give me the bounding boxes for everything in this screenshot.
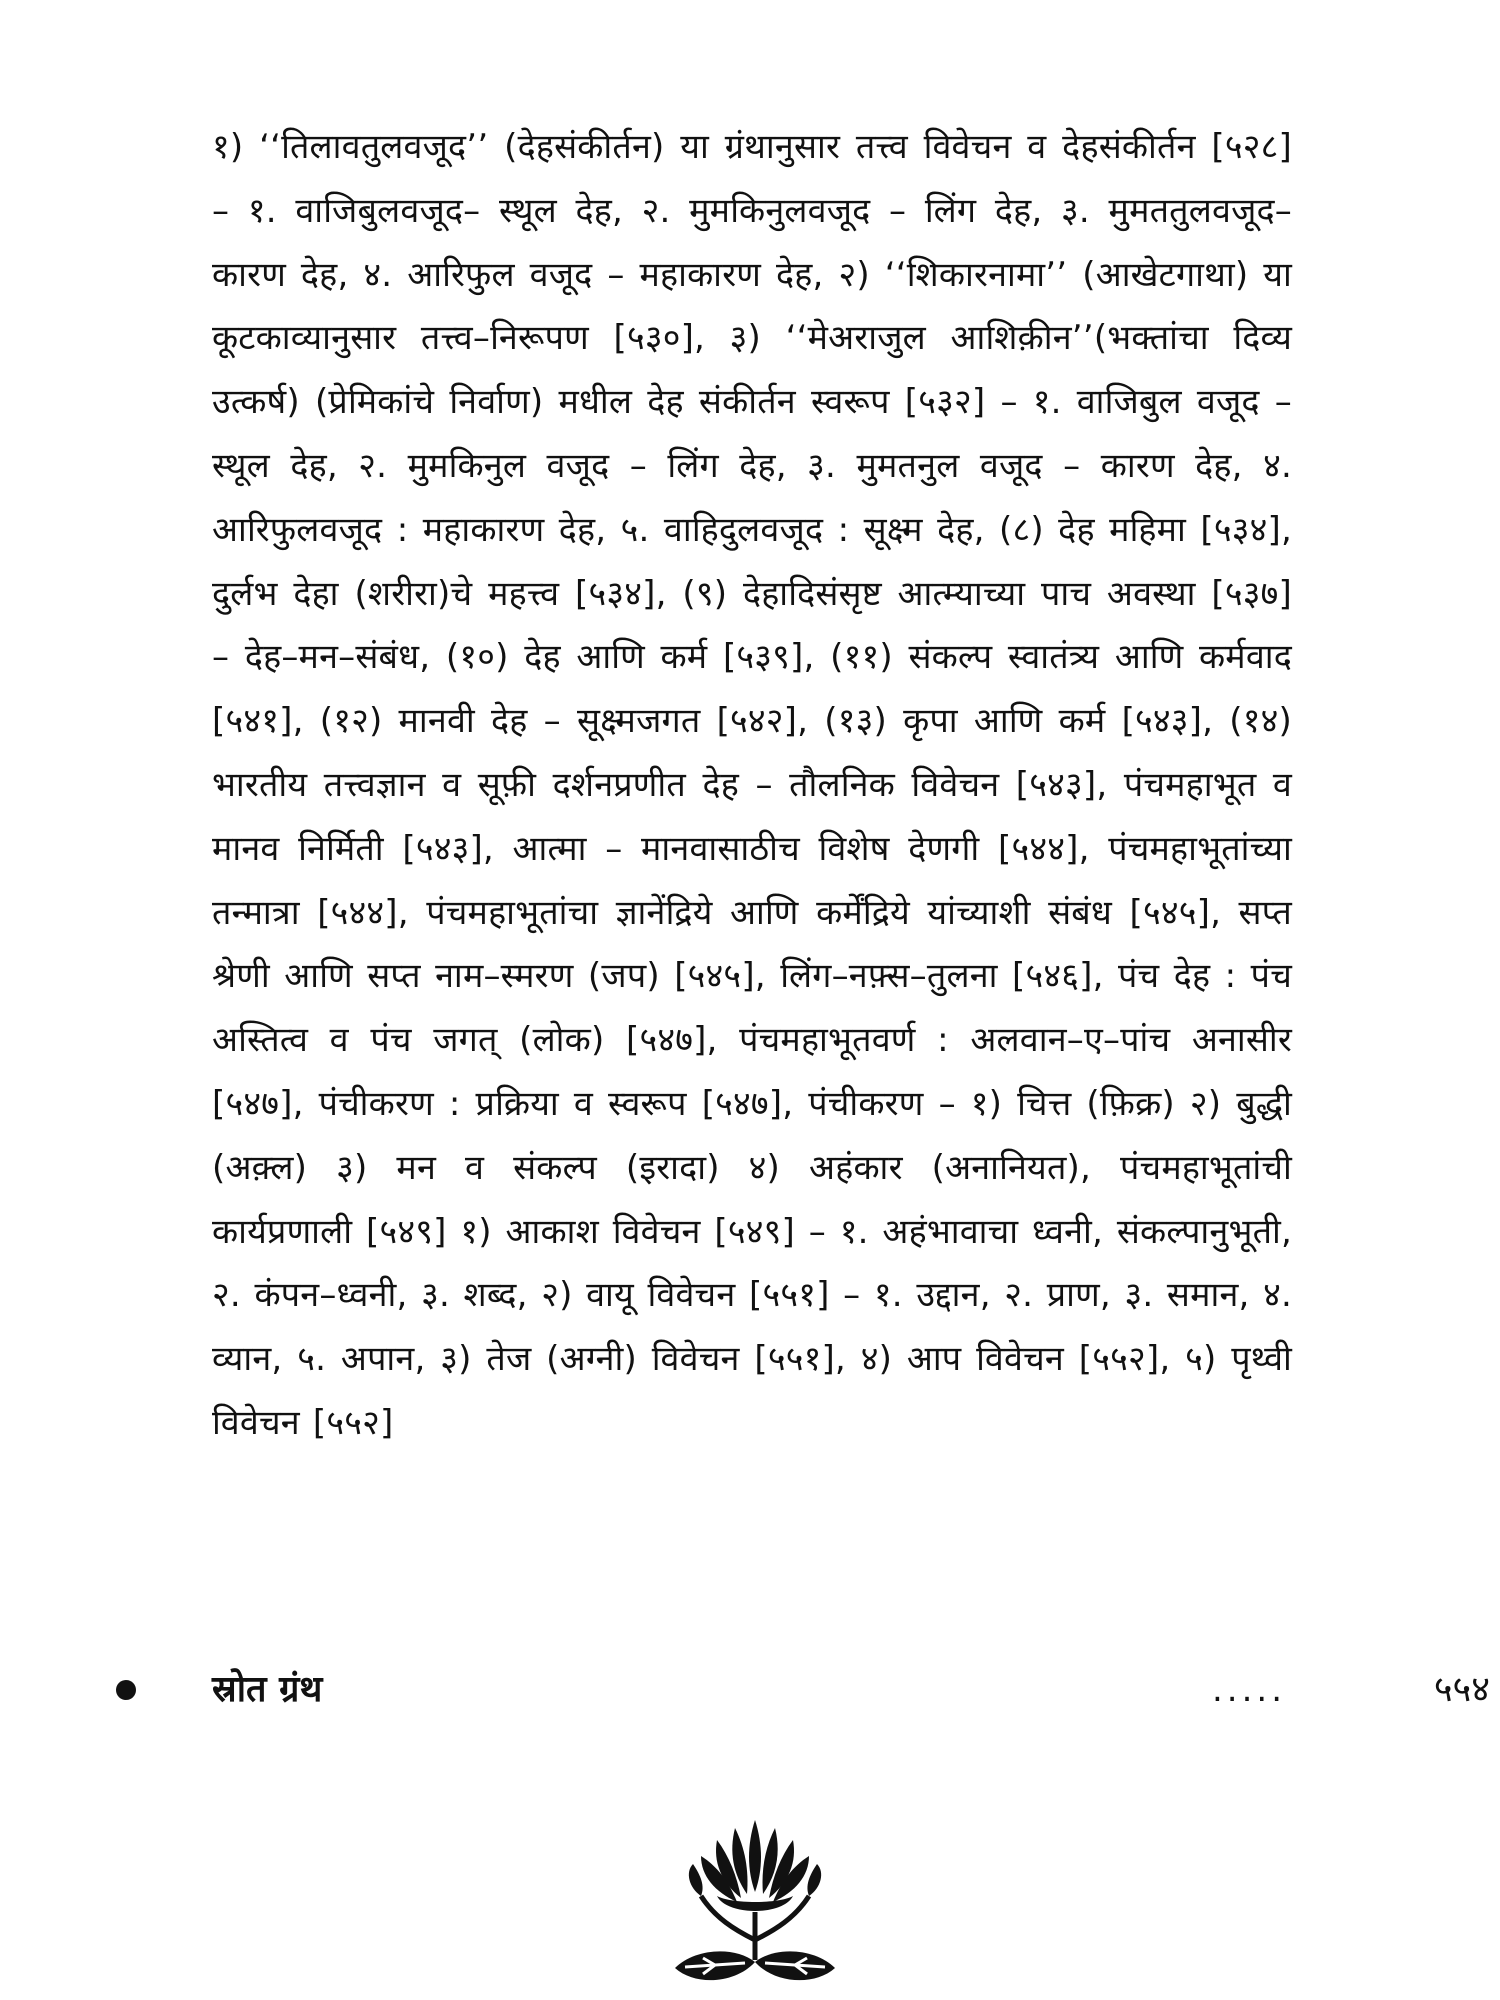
bullet-icon [116,1680,136,1700]
lotus-ornament-icon [655,1800,855,1990]
toc-entry-sources[interactable] [100,1660,1490,1720]
toc-leader-dots: ..... [1212,1670,1287,1710]
toc-page-number: ५५४ [1433,1669,1490,1710]
toc-entry-title: स्रोत ग्रंथ [212,1669,323,1710]
contents-paragraph: १) ‘‘तिलावतुलवजूद’’ (देहसंकीर्तन) या ग्रंथानुसार तत्त्व विवेचन व देहसंकीर्तन [५२८] – १. वाजिबुलवजूद– स्थूल देह, २. मुमकिनुलवजूद – लिंग देह, ३. मुमततुलवजूद– कारण देह, ४. आरिफुल वजूद – महाकारण देह, २) ‘‘शिकारनामा’’ (आखेटगाथा) या कूटकाव्यानुसार तत्त्व–निरूपण [५३०], ३) ‘‘मेअराजुल आशिक़ीन’’(भक्तांचा दिव्य उत्कर्ष) (प्रेमिकांचे निर्वाण) मधील देह संकीर्तन स्वरूप [५३२] – १. वाजिबुल वजूद – स्थूल देह, २. मुमकिनुल वजूद – लिंग देह, ३. मुमतनुल वजूद – कारण देह, ४. आरिफुलवजूद : महाकारण देह, ५. वाहिदुलवजूद : सूक्ष्म देह, (८) देह महिमा [५३४], दुर्लभ देहा (शरीरा)चे महत्त्व [५३४], (९) देहादिसंसृष्ट आत्म्याच्या पाच अवस्था [५३७] – देह–मन–संबंध, (१०) देह आणि कर्म [५३९], (११) संकल्प स्वातंत्र्य आणि कर्मवाद [५४१], (१२) मानवी देह – सूक्ष्मजगत [५४२], (१३) कृपा आणि कर्म [५४३], (१४) भारतीय तत्त्वज्ञान व सूफ़ी दर्शनप्रणीत देह – तौलनिक विवेचन [५४३], पंचमहाभूत व मानव निर्मिती [५४३], आत्मा – मानवासाठीच विशेष देणगी [५४४], पंचमहाभूतांच्या तन्मात्रा [५४४], पंचमहाभूतांचा ज्ञानेंद्रिये आणि कर्मेंद्रिये यांच्याशी संबंध [५४५], सप्त श्रेणी आणि सप्त नाम–स्मरण (जप) [५४५], लिंग–नफ़्स–तुलना [५४६], पंच देह : पंच अस्तित्व व पंच जगत् (लोक) [५४७], पंचमहाभूतवर्ण : अलवान–ए–पांच अनासीर [५४७], पंचीकरण : प्रक्रिया व स्वरूप [५४७], पंचीकरण – १) चित्त (फ़िक्र) २) बुद्धी (अक़्ल) ३) मन व संकल्प (इरादा) ४) अहंकार (अनानियत), पंचमहाभूतांची कार्यप्रणाली [५४९] १) आकाश विवेचन [५४९] – १. अहंभावाचा ध्वनी, संकल्पानुभूती, २. कंपन–ध्वनी, ३. शब्द, २) वायू विवेचन [५५१] – १. उद्दान, २. प्राण, ३. समान, ४. व्यान, ५. अपान, ३) तेज (अग्नी) विवेचन [५५१], ४) आप विवेचन [५५२], ५) पृथ्वी विवेचन [५५२] [212,127,1292,1443]
